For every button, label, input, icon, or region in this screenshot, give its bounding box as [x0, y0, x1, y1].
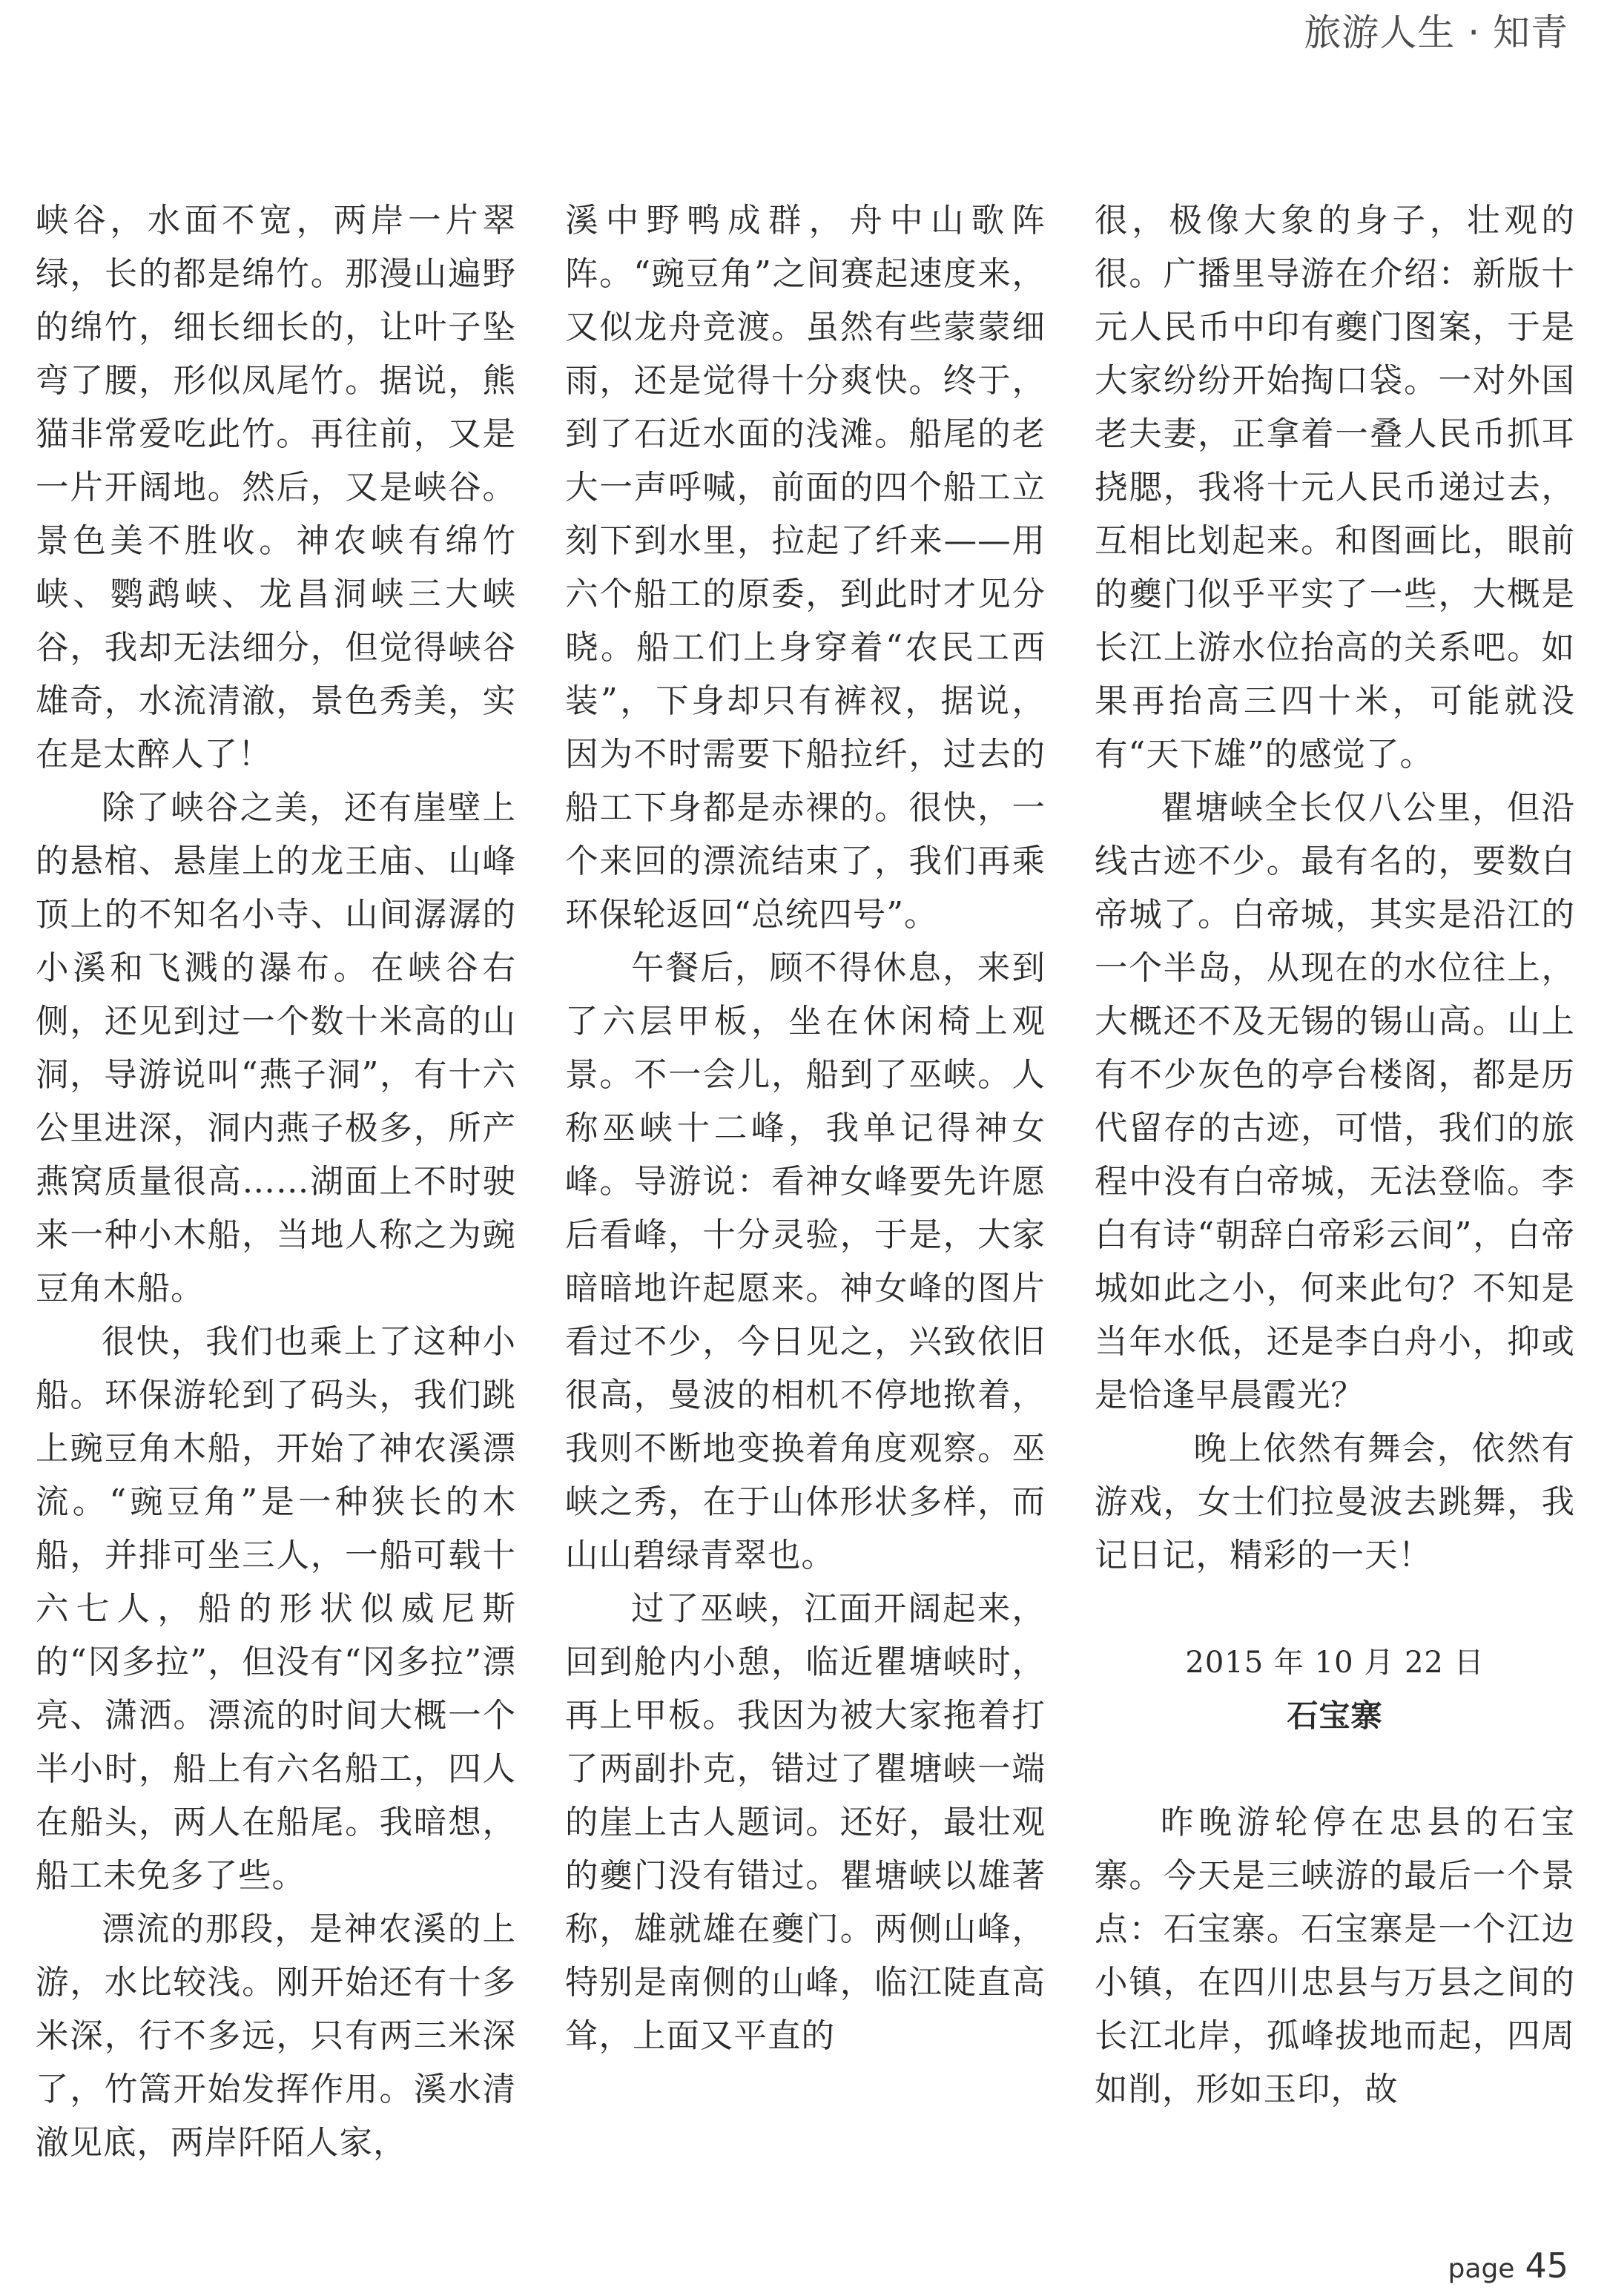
section-header: 旅游人生 · 知青	[1304, 11, 1568, 54]
page-label: page	[1448, 2254, 1515, 2284]
paragraph: 很，极像大象的身子，壮观的很。广播里导游在介绍：新版十元人民币中印有夔门图案，于是大家纷纷开始掏口袋。一对外国老夫妻，正拿着一叠人民币抓耳挠腮，我将十元人民币递过去，互相比划起来。和图画比，眼前的夔门似乎平实了一些，大概是长江上游水位抬高的关系吧。如果再抬高三四十米，可能就没有“天下雄”的感觉了。	[1095, 202, 1575, 773]
entry-date: 2015 年 10 月 22 日	[1185, 1646, 1485, 1680]
paragraph: 昨晚游轮停在忠县的石宝寨。今天是三峡游的最后一个景点：石宝寨。石宝寨是一个江边小镇，在四川忠县与万县之间的长江北岸，孤峰拔地而起，四周如削，形如玉印，故	[1095, 1804, 1575, 2108]
paragraph: 瞿塘峡全长仅八公里，但沿线古迹不少。最有名的，要数白帝城了。白帝城，其实是沿江的一个半岛，从现在的水位往上，大概还不及无锡的锡山高。山上有不少灰色的亭台楼阁，都是历代留存的古迹，可惜，我们的旅程中没有白帝城，无法登临。李白有诗“朝辞白帝彩云间”，白帝城如此之小，何来此句？不知是当年水低，还是李白舟小，抑或是恰逢早晨霞光？	[1095, 789, 1575, 1414]
paragraph: 晚上依然有舞会，依然有游戏，女士们拉曼波去跳舞，我记日记，精彩的一天！	[1095, 1430, 1575, 1574]
paragraph: 漂流的那段，是神农溪的上游，水比较浅。刚开始还有十多米深，行不多远，只有两三米深了，竹篙开始发挥作用。溪水清澈见底，两岸阡陌人家，	[36, 1910, 516, 2162]
section-subtitle: 石宝寨	[1287, 1698, 1383, 1734]
text-column-1	[36, 194, 516, 2170]
paragraph: 溪中野鸭成群，舟中山歌阵阵。“豌豆角”之间赛起速度来，又似龙舟竞渡。虽然有些蒙蒙细雨，还是觉得十分爽快。终于，到了石近水面的浅滩。船尾的老大一声呼喊，前面的四个船工立刻下到水里，拉起了纤来——用六个船工的原委，到此时才见分晓。船工们上身穿着“农民工西装”，下身却只有裤衩，据说，因为不时需要下船拉纤，过去的船工下身都是赤裸的。很快，一个来回的漂流结束了，我们再乘环保轮返回“总统四号”。	[565, 202, 1046, 934]
paragraph: 过了巫峡，江面开阔起来，回到舱内小憩，临近瞿塘峡时，再上甲板。我因为被大家拖着打了两副扑克，错过了瞿塘峡一端的崖上古人题词。还好，最壮观的夔门没有错过。瞿塘峡以雄著称，雄就雄在夔门。两侧山峰，特别是南侧的山峰，临江陡直高耸，上面又平直的	[565, 1590, 1046, 2055]
paragraph: 很快，我们也乘上了这种小船。环保游轮到了码头，我们跳上豌豆角木船，开始了神农溪漂流。“豌豆角”是一种狭长的木船，并排可坐三人，一船可载十六七人，船的形状似威尼斯的“冈多拉”，但没有“冈多拉”漂亮、潇洒。漂流的时间大概一个半小时，船上有六名船工，四人在船头，两人在船尾。我暗想，船工未免多了些。	[36, 1323, 516, 1895]
paragraph: 午餐后，顾不得休息，来到了六层甲板，坐在休闲椅上观景。不一会儿，船到了巫峡。人称巫峡十二峰，我单记得神女峰。导游说：看神女峰要先许愿后看峰，十分灵验，于是，大家暗暗地许起愿来。神女峰的图片看过不少，今日见之，兴致依旧很高，曼波的相机不停地揿着，我则不断地变换着角度观察。巫峡之秀，在于山体形状多样，而山山碧绿青翠也。	[565, 949, 1046, 1574]
paragraph: 除了峡谷之美，还有崖壁上的悬棺、悬崖上的龙王庙、山峰顶上的不知名小寺、山间潺潺的小溪和飞溅的瀑布。在峡谷右侧，还见到过一个数十米高的山洞，导游说叫“燕子洞”，有十六公里进深，洞内燕子极多，所产燕窝质量很高……湖面上不时驶来一种小木船，当地人称之为豌豆角木船。	[36, 789, 516, 1307]
text-column-3	[1095, 194, 1575, 2117]
page-number: 45	[1525, 2246, 1568, 2286]
text-column-2	[565, 194, 1046, 2063]
paragraph: 峡谷，水面不宽，两岸一片翠绿，长的都是绵竹。那漫山遍野的绵竹，细长细长的，让叶子坠弯了腰，形似凤尾竹。据说，熊猫非常爱吃此竹。再往前，又是一片开阔地。然后，又是峡谷。景色美不胜收。神农峡有绵竹峡、鹦鹉峡、龙昌洞峡三大峡谷，我却无法细分，但觉得峡谷雄奇，水流清澈，景色秀美，实在是太醉人了！	[36, 202, 516, 773]
page-footer	[1448, 2246, 1568, 2286]
